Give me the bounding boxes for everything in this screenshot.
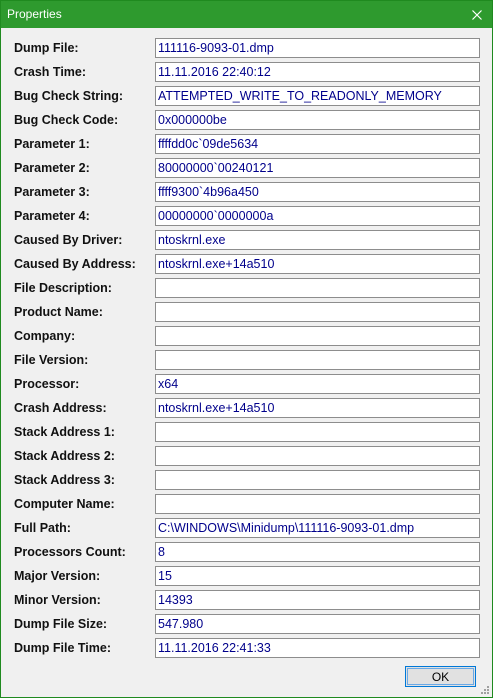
field-value[interactable]: [155, 494, 480, 514]
field-value[interactable]: ntoskrnl.exe: [155, 230, 480, 250]
row-stack-address-1: [1, 422, 492, 442]
field-label: Crash Time:: [14, 65, 87, 79]
field-label: Full Path:: [14, 521, 71, 535]
field-value[interactable]: [155, 326, 480, 346]
field-value[interactable]: 0x000000be: [155, 110, 480, 130]
row-processors-count: [1, 542, 492, 562]
row-full-path: [1, 518, 492, 538]
close-button[interactable]: [462, 1, 492, 28]
row-caused-by-driver: [1, 230, 492, 250]
ok-button-label: OK: [431, 669, 450, 684]
row-crash-time: [1, 62, 492, 82]
field-value[interactable]: 11.11.2016 22:40:12: [155, 62, 480, 82]
row-minor-version: [1, 590, 492, 610]
field-label: Stack Address 3:: [14, 473, 115, 487]
field-value[interactable]: [155, 470, 480, 490]
field-label: Dump File Time:: [14, 641, 112, 655]
field-label: Stack Address 1:: [14, 425, 115, 439]
field-value[interactable]: 547.980: [155, 614, 480, 634]
field-label: Processors Count:: [14, 545, 126, 559]
row-parameter-1: [1, 134, 492, 154]
field-label: File Version:: [14, 353, 89, 367]
field-value[interactable]: [155, 302, 480, 322]
row-bug-check-string: [1, 86, 492, 106]
row-bug-check-code: [1, 110, 492, 130]
row-processor: [1, 374, 492, 394]
field-label: Crash Address:: [14, 401, 107, 415]
field-value[interactable]: 00000000`0000000a: [155, 206, 480, 226]
field-label: Caused By Address:: [14, 257, 136, 271]
resize-grip-icon[interactable]: [478, 683, 490, 695]
field-value[interactable]: ntoskrnl.exe+14a510: [155, 254, 480, 274]
field-value[interactable]: x64: [155, 374, 480, 394]
field-label: Caused By Driver:: [14, 233, 123, 247]
field-value[interactable]: [155, 422, 480, 442]
field-label: Dump File Size:: [14, 617, 108, 631]
row-crash-address: [1, 398, 492, 418]
close-icon: [472, 10, 482, 20]
field-label: Company:: [14, 329, 76, 343]
row-dump-file-size: [1, 614, 492, 634]
field-value[interactable]: 80000000`00240121: [155, 158, 480, 178]
title-bar[interactable]: [1, 1, 492, 28]
row-file-description: [1, 278, 492, 298]
row-parameter-2: [1, 158, 492, 178]
field-label: Product Name:: [14, 305, 103, 319]
field-value[interactable]: ATTEMPTED_WRITE_TO_READONLY_MEMORY: [155, 86, 480, 106]
field-value[interactable]: [155, 350, 480, 370]
field-label: Parameter 4:: [14, 209, 90, 223]
row-stack-address-2: [1, 446, 492, 466]
field-label: Minor Version:: [14, 593, 101, 607]
field-label: Parameter 1:: [14, 137, 90, 151]
field-value[interactable]: [155, 278, 480, 298]
field-value[interactable]: C:\WINDOWS\Minidump\111116-9093-01.dmp: [155, 518, 480, 538]
field-value[interactable]: 14393: [155, 590, 480, 610]
row-parameter-3: [1, 182, 492, 202]
field-label: Computer Name:: [14, 497, 115, 511]
field-value[interactable]: 111116-9093-01.dmp: [155, 38, 480, 58]
field-label: Dump File:: [14, 41, 79, 55]
field-value[interactable]: ffff9300`4b96a450: [155, 182, 480, 202]
row-company: [1, 326, 492, 346]
field-value[interactable]: ntoskrnl.exe+14a510: [155, 398, 480, 418]
field-label: Parameter 2:: [14, 161, 90, 175]
field-value[interactable]: 8: [155, 542, 480, 562]
field-value[interactable]: ffffdd0c`09de5634: [155, 134, 480, 154]
field-value[interactable]: 15: [155, 566, 480, 586]
field-value[interactable]: 11.11.2016 22:41:33: [155, 638, 480, 658]
field-label: Major Version:: [14, 569, 101, 583]
row-computer-name: [1, 494, 492, 514]
field-label: Stack Address 2:: [14, 449, 115, 463]
field-value[interactable]: [155, 446, 480, 466]
field-label: Parameter 3:: [14, 185, 90, 199]
window-title: Properties: [7, 7, 62, 21]
field-label: File Description:: [14, 281, 112, 295]
row-dump-file-time: [1, 638, 492, 658]
row-file-version: [1, 350, 492, 370]
field-label: Bug Check Code:: [14, 113, 119, 127]
row-dump-file: [1, 38, 492, 58]
ok-button[interactable]: [405, 666, 476, 687]
row-product-name: [1, 302, 492, 322]
field-label: Processor:: [14, 377, 80, 391]
dialog-content: [1, 28, 492, 697]
row-stack-address-3: [1, 470, 492, 490]
row-major-version: [1, 566, 492, 586]
row-parameter-4: [1, 206, 492, 226]
field-label: Bug Check String:: [14, 89, 124, 103]
row-caused-by-address: [1, 254, 492, 274]
